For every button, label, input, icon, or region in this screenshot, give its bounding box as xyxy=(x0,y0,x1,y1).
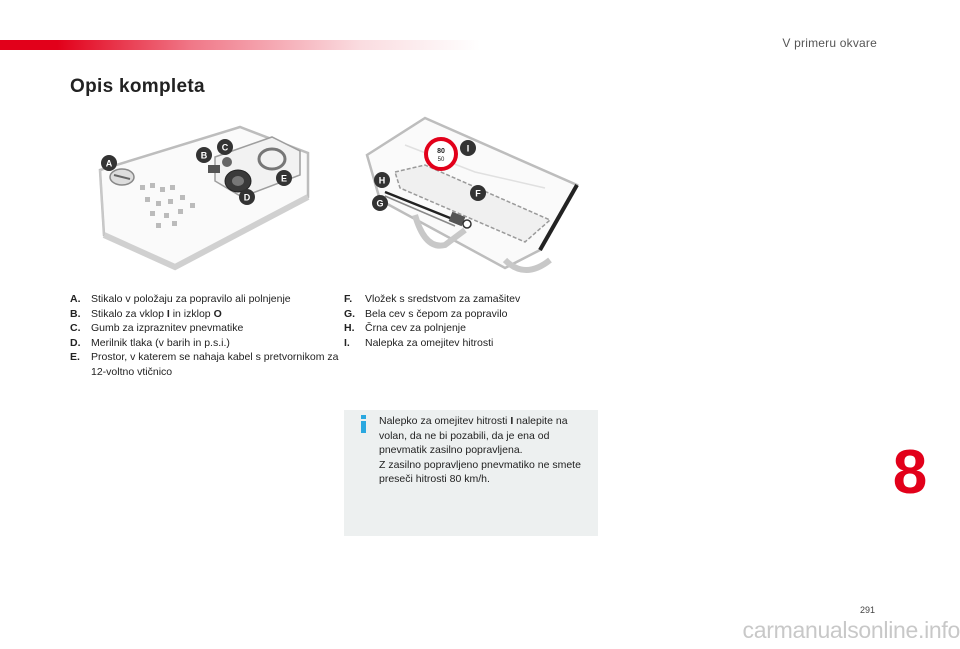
svg-text:G: G xyxy=(376,198,384,209)
callout-i xyxy=(460,140,476,156)
svg-text:D: D xyxy=(243,192,251,203)
kit-bottom-drawing xyxy=(355,110,590,275)
page-title: Opis kompleta xyxy=(70,76,205,97)
legend-item-d xyxy=(70,336,340,351)
legend-text: Črna cev za polnjenje xyxy=(365,322,466,334)
legend-text: Stikalo v položaju za popravilo ali polnjenje xyxy=(91,293,291,305)
info-paragraph-1: Nalepko za omejitev hitrosti I nalepite na volan, da ne bi pozabili, da je ena od pnevmatik zasilno popravljena. xyxy=(379,415,568,456)
legend-text: Gumb za izpraznitev pnevmatike xyxy=(91,322,244,334)
info-icon xyxy=(356,414,372,434)
legend-item-h xyxy=(344,321,604,336)
legend-text: Prostor, v katerem se nahaja kabel s pretvornikom za 12-voltno vtičnico xyxy=(91,351,339,378)
watermark: carmanualsonline.info xyxy=(742,617,960,643)
legend-item-f xyxy=(344,292,604,307)
legend-item-c xyxy=(70,321,340,336)
callout-e xyxy=(276,170,292,186)
section-title: V primeru okvare xyxy=(782,36,877,50)
legend-key: C. xyxy=(70,322,81,334)
compressor-drawing xyxy=(90,115,320,280)
compressor-illustration xyxy=(90,115,320,280)
header-accent-bar xyxy=(0,40,480,50)
legend-item-i xyxy=(344,336,604,351)
legend-key: I. xyxy=(344,336,350,349)
callout-f xyxy=(470,185,486,201)
callout-c xyxy=(217,139,233,155)
legend-key: D. xyxy=(70,336,81,349)
legend-key: E. xyxy=(70,351,80,363)
svg-text:80: 80 xyxy=(437,148,445,155)
legend-key: F. xyxy=(344,293,353,305)
legend-key: B. xyxy=(70,307,81,320)
svg-text:F: F xyxy=(475,188,481,199)
chapter-number: 8 xyxy=(892,438,928,507)
info-box xyxy=(344,410,598,536)
callout-h xyxy=(374,172,390,188)
callout-d xyxy=(239,189,255,205)
svg-text:B: B xyxy=(200,150,208,161)
legend-item-a xyxy=(70,292,340,307)
legend-left xyxy=(70,292,340,379)
legend-key: A. xyxy=(70,293,81,305)
kit-bottom-illustration xyxy=(355,110,590,275)
svg-text:E: E xyxy=(280,173,288,184)
page-number: 291 xyxy=(859,605,875,615)
svg-text:C: C xyxy=(221,142,229,153)
svg-text:I: I xyxy=(466,143,470,154)
callout-b xyxy=(196,147,212,163)
legend-right xyxy=(344,292,604,350)
svg-text:50: 50 xyxy=(437,157,445,163)
legend-text: Bela cev s čepom za popravilo xyxy=(365,307,508,320)
legend-item-e xyxy=(70,350,340,379)
legend-item-g xyxy=(344,307,604,322)
callout-a xyxy=(101,155,117,171)
legend-text: Merilnik tlaka (v barih in p.s.i.) xyxy=(91,336,230,349)
svg-text:A: A xyxy=(105,158,113,169)
legend-text: Vložek s sredstvom za zamašitev xyxy=(365,293,521,305)
legend-key: G. xyxy=(344,307,356,320)
info-paragraph-2: Z zasilno popravljeno pnevmatiko ne smete preseči hitrosti 80 km/h. xyxy=(379,458,581,485)
legend-text: Nalepka za omejitev hitrosti xyxy=(365,336,494,349)
speed-sticker xyxy=(426,139,456,169)
svg-text:H: H xyxy=(378,175,386,186)
legend-item-b xyxy=(70,307,340,322)
legend-text: Stikalo za vklop I in izklop O xyxy=(91,307,222,320)
legend-key: H. xyxy=(344,322,355,334)
info-text xyxy=(379,414,591,487)
callout-g xyxy=(372,195,388,211)
